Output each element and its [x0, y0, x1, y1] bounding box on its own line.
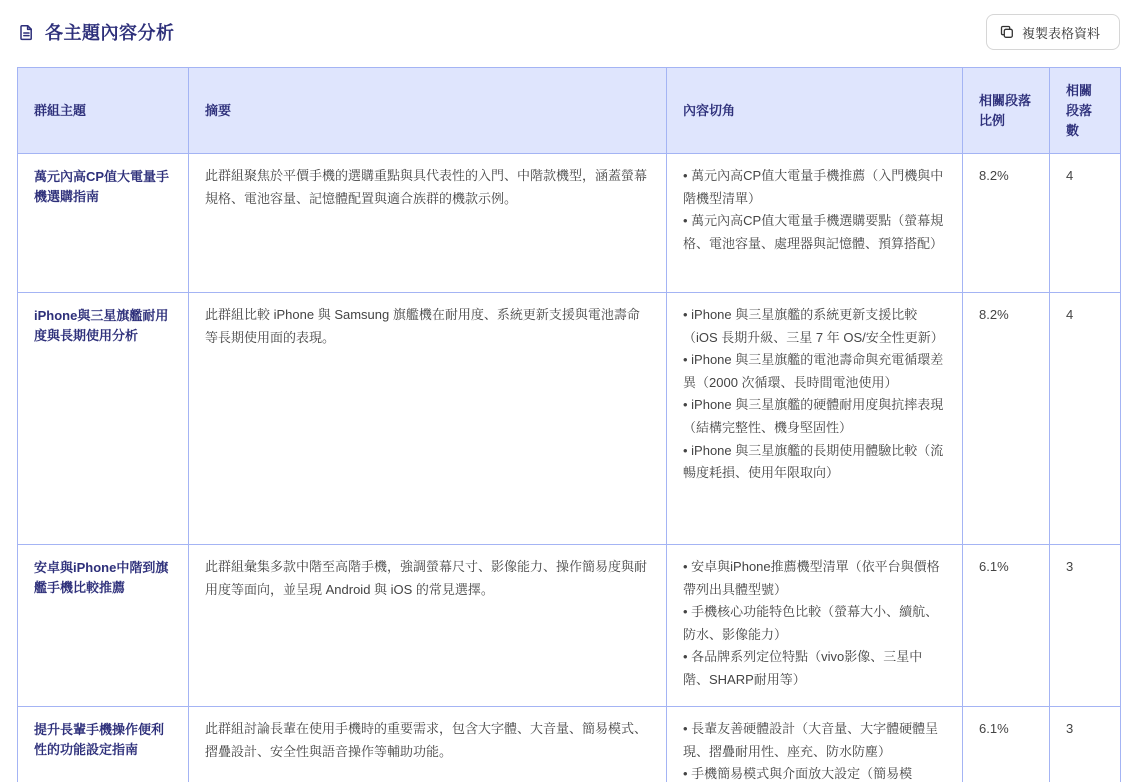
ratio-cell: 6.1%: [963, 707, 1050, 782]
angles-cell: [667, 545, 963, 707]
summary-cell: 此群組比較 iPhone 與 Samsung 旗艦機在耐用度、系統更新支援與電池壽命等長期使用面的表現。: [189, 293, 667, 545]
summary-cell: 此群組討論長輩在使用手機時的重要需求，包含大字體、大音量、簡易模式、摺疊設計、安全性與語音操作等輔助功能。: [189, 707, 667, 782]
section-header: [18, 13, 1120, 51]
column-header-summary: 摘要: [189, 68, 667, 154]
angle-item: • iPhone 與三星旗艦的長期使用體驗比較（流暢度耗損、使用年限取向）: [683, 442, 944, 481]
table-row: [18, 293, 1121, 545]
table-row: [18, 707, 1121, 782]
title-group: [18, 19, 175, 45]
topic-cell: 安卓與iPhone中階到旗艦手機比較推薦: [18, 545, 189, 707]
copy-icon: [1000, 25, 1014, 39]
topic-analysis-table: [17, 67, 1121, 782]
topic-cell: 提升長輩手機操作便利性的功能設定指南: [18, 707, 189, 782]
angle-item: • 各品牌系列定位特點（vivo影像、三星中階、SHARP耐用等）: [683, 649, 923, 687]
count-cell: 3: [1050, 545, 1121, 707]
angle-item: • 長輩友善硬體設計（大音量、大字體硬體呈現、摺疊耐用性、座充、防水防塵）: [683, 721, 939, 759]
summary-cell: 此群組聚焦於平價手機的選購重點與具代表性的入門、中階款機型，涵蓋螢幕規格、電池容量、記憶體配置與適合族群的機款示例。: [189, 154, 667, 293]
topic-cell: 萬元內高CP值大電量手機選購指南: [18, 154, 189, 293]
angle-item: • iPhone 與三星旗艦的硬體耐用度與抗摔表現（結構完整性、機身堅固性）: [683, 397, 944, 435]
count-cell: 4: [1050, 154, 1121, 293]
column-header-topic: 群組主題: [18, 68, 189, 154]
column-header-angles: 內容切角: [667, 68, 963, 154]
angle-item: • 安卓與iPhone推薦機型清單（依平台與價格帶列出具體型號）: [683, 559, 940, 597]
angle-item: • 手機核心功能特色比較（螢幕大小、續航、防水、影像能力）: [683, 604, 939, 642]
angle-item: • 萬元內高CP值大電量手機選購要點（螢幕規格、電池容量、處理器與記憶體、預算搭配）: [683, 213, 944, 251]
table-header-row: [18, 68, 1121, 154]
count-cell: 4: [1050, 293, 1121, 545]
document-icon: [18, 24, 35, 41]
ratio-cell: 6.1%: [963, 545, 1050, 707]
angles-cell: [667, 293, 963, 545]
topic-table-container: [17, 67, 1120, 782]
copy-table-data-button[interactable]: [986, 14, 1120, 50]
angles-cell: [667, 707, 963, 782]
column-header-count: 相關段落數: [1050, 68, 1121, 154]
angle-item: • iPhone 與三星旗艦的電池壽命與充電循環差異（2000 次循環、長時間電池使用）: [683, 352, 944, 390]
column-header-ratio: 相關段落比例: [963, 68, 1050, 154]
table-row: [18, 154, 1121, 293]
copy-button-label: 複製表格資料: [1022, 25, 1101, 41]
angle-item: • 萬元內高CP值大電量手機推薦（入門機與中階機型清單）: [683, 168, 944, 206]
angle-item: • iPhone 與三星旗艦的系統更新支援比較（iOS 長期升級、三星 7 年 OS/安全性更新）: [683, 307, 944, 345]
ratio-cell: 8.2%: [963, 154, 1050, 293]
topic-cell: iPhone與三星旗艦耐用度與長期使用分析: [18, 293, 189, 545]
angles-cell: [667, 154, 963, 293]
ratio-cell: 8.2%: [963, 293, 1050, 545]
angle-item: • 手機簡易模式與介面放大設定（簡易模: [683, 766, 913, 782]
summary-cell: 此群組彙集多款中階至高階手機，強調螢幕尺寸、影像能力、操作簡易度與耐用度等面向，並呈現 Android 與 iOS 的常見選擇。: [189, 545, 667, 707]
page-title: 各主題內容分析: [45, 23, 175, 43]
count-cell: 3: [1050, 707, 1121, 782]
table-row: [18, 545, 1121, 707]
